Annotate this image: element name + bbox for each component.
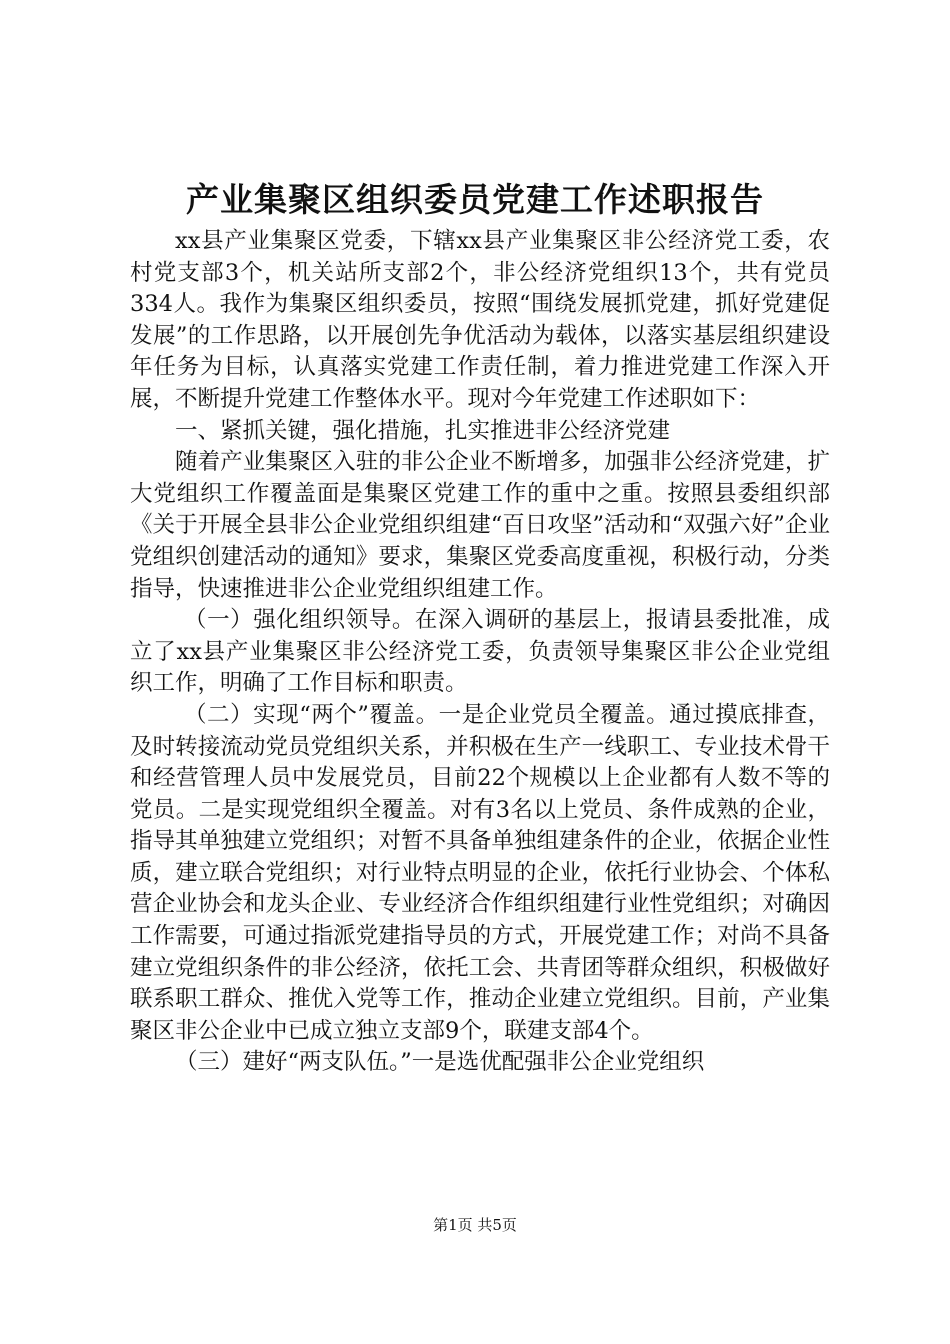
paragraph-item-1: （一）强化组织领导。在深入调研的基层上，报请县委批准，成立了xx县产业集聚区非公经济党工委，负责领导集聚区非公企业党组织工作，明确了工作目标和职责。 (130, 607, 830, 697)
paragraph-intro: xx县产业集聚区党委，下辖xx县产业集聚区非公经济党工委，农村党支部3个，机关站所支部2个，非公经济党组织13个，共有党员334人。我作为集聚区组织委员，按照“围绕发展抓党建，抓好党建促发展”的工作思路，以开展创先争优活动为载体，以落实基层组织建设年任务为目标，认真落实党建工作责任制，着力推进党建工作深入开展，不断提升党建工作整体水平。现对今年党建工作述职如下： (130, 228, 830, 412)
section-heading-1: 一、紧抓关键，强化措施，扎实推进非公经济党建 (175, 417, 671, 444)
paragraph-section-1: 随着产业集聚区入驻的非公企业不断增多，加强非公经济党建，扩大党组织工作覆盖面是集聚区党建工作的重中之重。按照县委组织部《关于开展全县非公企业党组织组建“百日攻坚”活动和“双强六好”企业党组织创建活动的通知》要求，集聚区党委高度重视，积极行动，分类指导，快速推进非公企业党组织组建工作。 (130, 449, 830, 602)
document-body (130, 226, 830, 1079)
document-title: 产业集聚区组织委员党建工作述职报告 (186, 180, 764, 219)
paragraph-item-3: （三）建好“两支队伍。”一是选优配强非公企业党组织 (175, 1049, 705, 1076)
paragraph-item-2: （二）实现“两个”覆盖。一是企业党员全覆盖。通过摸底排查，及时转接流动党员党组织关系，并积极在生产一线职工、专业技术骨干和经营管理人员中发展党员，目前22个规模以上企业都有人数不等的党员。二是实现党组织全覆盖。对有3名以上党员、条件成熟的企业，指导其单独建立党组织；对暂不具备单独组建条件的企业，依据企业性质，建立联合党组织；对行业特点明显的企业，依托行业协会、个体私营企业协会和龙头企业、专业经济合作组织组建行业性党组织；对确因工作需要，可通过指派党建指导员的方式，开展党建工作；对尚不具备建立党组织条件的非公经济，依托工会、共青团等群众组织，积极做好联系职工群众、推优入党等工作，推动企业建立党组织。目前，产业集聚区非公企业中已成立独立支部9个，联建支部4个。 (130, 701, 830, 1044)
page-footer: 第1页 共5页 (433, 1216, 517, 1234)
